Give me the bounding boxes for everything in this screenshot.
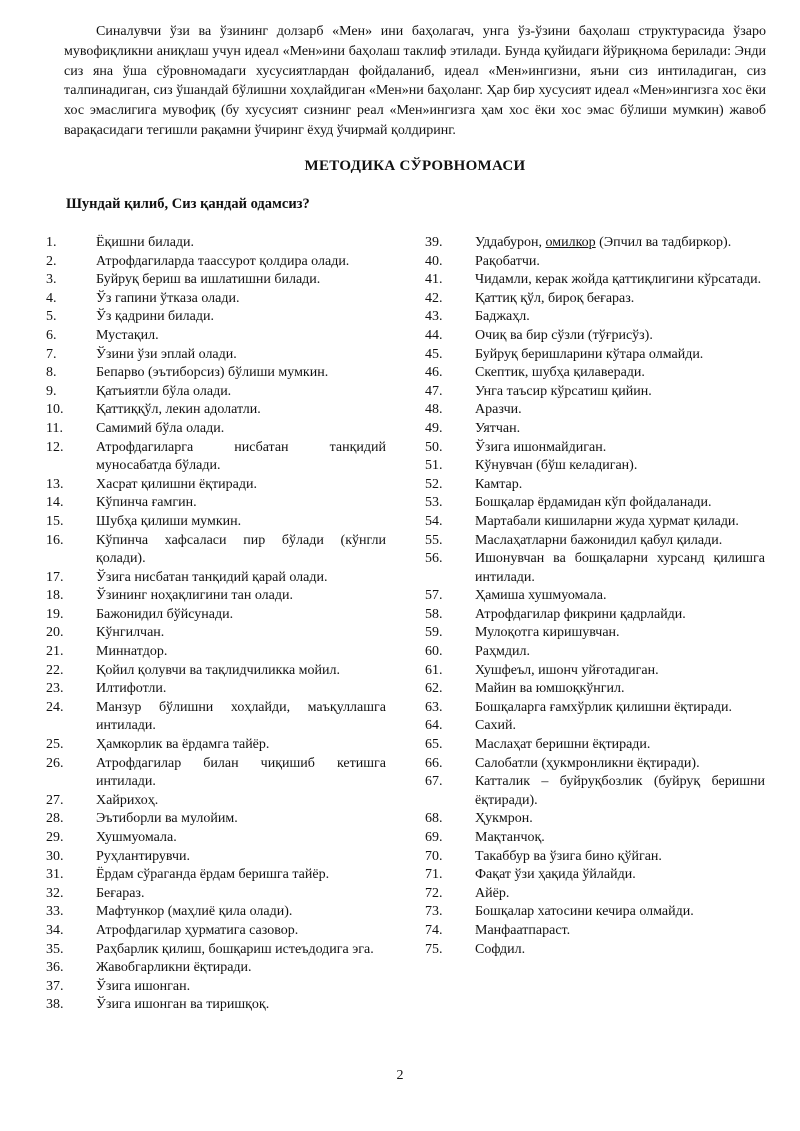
item-number: 12.	[46, 439, 64, 455]
list-item	[46, 959, 386, 978]
item-number: 58.	[425, 606, 443, 622]
item-number: 30.	[46, 848, 64, 864]
list-item	[46, 829, 386, 848]
list-item	[46, 996, 386, 1015]
item-text: Унга таъсир кўрсатиш қийин.	[475, 383, 652, 399]
item-text: Раҳмдил.	[475, 644, 530, 660]
item-number: 39.	[425, 235, 443, 250]
item-text: Ўзига ишонган.	[96, 978, 191, 994]
item-number: 45.	[425, 346, 443, 362]
list-item	[425, 494, 765, 513]
list-item	[425, 476, 765, 495]
item-text: Беғараз.	[96, 885, 145, 901]
list-item	[46, 587, 386, 606]
item-text: Бошқалар ёрдамидан кўп фойдаланади.	[475, 495, 712, 511]
item-number: 38.	[46, 997, 64, 1013]
item-text: Хушмуомала.	[96, 830, 177, 845]
item-number: 20.	[46, 625, 64, 641]
item-text: Катталик – буйруқбозлик (буйруқ беришни ёқтиради).	[475, 774, 765, 808]
item-text: Илтифотли.	[96, 681, 167, 697]
item-text: Камтар.	[475, 476, 523, 492]
item-number: 7.	[46, 346, 57, 362]
item-number: 70.	[425, 848, 443, 864]
item-number: 22.	[46, 662, 64, 678]
item-text: Қаттиққўл, лекин адолатли.	[96, 402, 261, 418]
item-text: Сахий.	[475, 718, 517, 734]
item-text: Руҳлантирувчи.	[96, 848, 191, 864]
item-text: Ўз гапини ўтказа олади.	[96, 290, 240, 306]
item-number: 74.	[425, 922, 443, 938]
item-text: Бепарво (эътиборсиз) бўлиши мумкин.	[96, 365, 329, 381]
item-text: Уятчан.	[475, 420, 521, 436]
list-item	[425, 903, 765, 922]
list-item	[425, 513, 765, 532]
items-column-right	[425, 234, 765, 959]
list-item	[425, 810, 765, 829]
item-number: 24.	[46, 699, 64, 715]
intro-paragraph: Синалувчи ўзи ва ўзининг долзарб «Мен» ини баҳолагач, унга ўз-ўзини баҳолаш структурасида ўзаро мувофиқликни аниқлаш учун идеал «Мен»ини баҳолаш таклиф этилади. Бунда қуйидаги йўриқнома берилади: Энди сиз яна ўша сўровномадаги хусусиятлардан фойдаланиб, идеал «Мен»ингизни, яъни сиз интиладиган, сиз талпинадиган, сиз ўшандай бўлишни хоҳлайдиган «Мен»ни баҳоланг. Ҳар бир хусусият идеал «Мен»ингизга хос ёки хос эмаслигига мувофиқ (бу хусусият сизнинг реал «Мен»ингизга ҳам хос ёки хос эмас бўлиши мумкин) жавоб варақасидаги тегишли рақамни ўчиринг ёхуд ўчирмай қолдиринг.	[64, 24, 766, 138]
list-item	[46, 606, 386, 625]
list-item	[425, 587, 765, 606]
item-number: 47.	[425, 383, 443, 399]
item-number: 57.	[425, 588, 443, 604]
item-number: 18.	[46, 588, 64, 604]
list-item	[425, 457, 765, 476]
item-number: 5.	[46, 309, 57, 325]
questionnaire-title: МЕТОДИКА СЎРОВНОМАСИ	[304, 158, 526, 174]
list-item	[425, 829, 765, 848]
list-item	[46, 699, 386, 736]
list-item	[46, 810, 386, 829]
item-number: 43.	[425, 309, 443, 325]
item-text: Миннатдор.	[96, 644, 168, 660]
item-text: Ҳамкорлик ва ёрдамга тайёр.	[96, 737, 270, 753]
item-text: Маслаҳат беришни ёқтиради.	[475, 737, 651, 753]
list-item	[46, 624, 386, 643]
item-text: Ҳамиша хушмуомала.	[475, 588, 607, 604]
item-text: Шубҳа қилиши мумкин.	[96, 513, 242, 529]
item-number: 71.	[425, 867, 443, 883]
item-text: Атрофдагилар билан чиқишиб кетишга интилади.	[96, 755, 386, 790]
item-number: 27.	[46, 792, 64, 808]
list-item	[425, 364, 765, 383]
item-text: Бошқаларга ғамхўрлик қилишни ёқтиради.	[475, 699, 733, 715]
list-item	[425, 643, 765, 662]
item-text: Хайрихоҳ.	[96, 792, 159, 808]
item-number: 52.	[425, 476, 443, 492]
page-number: 2	[396, 1068, 404, 1083]
list-item	[46, 736, 386, 755]
list-item	[46, 327, 386, 346]
item-number: 49.	[425, 420, 443, 436]
item-number: 46.	[425, 365, 443, 381]
list-item	[425, 848, 765, 867]
list-item	[46, 922, 386, 941]
list-item	[46, 494, 386, 513]
item-number: 33.	[46, 904, 64, 920]
item-number: 53.	[425, 495, 443, 511]
item-text: Ўз қадрини билади.	[96, 309, 214, 325]
item-number: 51.	[425, 458, 443, 474]
list-item	[425, 383, 765, 402]
item-text: Жавобгарликни ёқтиради.	[96, 960, 252, 976]
item-text: Мақтанчоқ.	[475, 830, 545, 845]
list-item	[425, 271, 765, 290]
list-item	[46, 755, 386, 792]
item-text: Қаттиқ қўл, бироқ беғараз.	[475, 290, 635, 306]
item-number: 6.	[46, 327, 57, 343]
item-text: Қатъиятли бўла олади.	[96, 383, 232, 399]
list-item	[46, 271, 386, 290]
list-item	[425, 662, 765, 681]
item-number: 25.	[46, 737, 64, 753]
items-column-left	[46, 234, 386, 1015]
item-number: 32.	[46, 885, 64, 901]
item-text: Буйруқ бериш ва ишлатишни билади.	[96, 272, 321, 288]
list-item	[425, 755, 765, 774]
item-number: 23.	[46, 681, 64, 697]
list-item	[46, 792, 386, 811]
item-text: Мулоқотга киришувчан.	[475, 625, 620, 641]
list-item	[425, 327, 765, 346]
item-number: 73.	[425, 904, 443, 920]
item-number: 4.	[46, 290, 57, 306]
list-item	[425, 253, 765, 272]
item-number: 41.	[425, 272, 443, 288]
item-number: 15.	[46, 513, 64, 529]
item-text: Атрофдагиларда таассурот қолдира олади.	[96, 253, 350, 269]
item-number: 64.	[425, 718, 443, 734]
item-number: 62.	[425, 681, 443, 697]
item-text: Кўпинча ғамгин.	[96, 495, 197, 511]
list-item	[46, 513, 386, 532]
item-number: 9.	[46, 383, 57, 399]
item-text: Атрофдагиларга нисбатан танқидий муносабатда бўлади.	[96, 439, 386, 474]
item-number: 75.	[425, 941, 443, 957]
list-item	[46, 569, 386, 588]
item-text: Қойил қолувчи ва тақлидчиликка мойил.	[96, 662, 341, 678]
item-number: 17.	[46, 569, 64, 585]
item-text-part: (Эпчил ва тадбиркор).	[595, 235, 732, 250]
list-item	[425, 717, 765, 736]
item-number: 26.	[46, 755, 64, 771]
item-text: Кўнгилчан.	[96, 625, 165, 641]
item-number: 36.	[46, 960, 64, 976]
list-item	[425, 439, 765, 458]
item-number: 48.	[425, 402, 443, 418]
item-text: Атрофдагилар ҳурматига сазовор.	[96, 922, 299, 938]
item-text: Мафтункор (маҳлиё қила олади).	[96, 904, 293, 920]
list-item	[425, 773, 765, 810]
item-text: Кўнувчан (бўш келадиган).	[475, 458, 638, 474]
list-item	[425, 885, 765, 904]
item-number: 13.	[46, 476, 64, 492]
list-item	[425, 420, 765, 439]
item-number: 11.	[46, 420, 63, 436]
list-item	[46, 941, 386, 960]
list-item	[425, 922, 765, 941]
list-item	[46, 885, 386, 904]
list-item	[46, 680, 386, 699]
item-text: Хасрат қилишни ёқтиради.	[96, 476, 257, 492]
list-item	[425, 624, 765, 643]
item-number: 67.	[425, 774, 443, 790]
item-number: 14.	[46, 495, 64, 511]
item-text: Ишонувчан ва бошқаларни хурсанд қилишга интилади.	[475, 551, 765, 585]
item-number: 3.	[46, 272, 57, 288]
list-item	[46, 848, 386, 867]
item-text: Самимий бўла олади.	[96, 420, 225, 436]
item-number: 31.	[46, 867, 64, 883]
item-text: Маслаҳатларни бажонидил қабул қилади.	[475, 532, 723, 548]
item-number: 34.	[46, 922, 64, 938]
item-text: Ўзига ишонган ва тиришқоқ.	[96, 997, 270, 1013]
item-number: 29.	[46, 830, 64, 845]
list-item	[425, 550, 765, 587]
item-text: Ўзига нисбатан танқидий қарай олади.	[96, 569, 328, 585]
item-number: 10.	[46, 402, 64, 418]
item-text: Ўзини ўзи эплай олади.	[96, 346, 237, 362]
list-item	[425, 680, 765, 699]
item-text: Мустақил.	[96, 327, 159, 343]
item-text: Чидамли, керак жойда қаттиқлигини кўрсатади.	[475, 272, 762, 288]
list-item	[425, 346, 765, 365]
item-text: Буйруқ беришларини кўтара олмайди.	[475, 346, 704, 362]
item-number: 68.	[425, 811, 443, 827]
item-number: 65.	[425, 737, 443, 753]
item-text: Ўзига ишонмайдиган.	[475, 439, 607, 455]
list-item	[46, 420, 386, 439]
questionnaire-subtitle: Шундай қилиб, Сиз қандай одамсиз?	[66, 196, 310, 212]
item-number: 55.	[425, 532, 443, 548]
item-text: Ҳукмрон.	[475, 811, 533, 827]
list-item	[425, 941, 765, 960]
list-item	[425, 308, 765, 327]
item-number: 56.	[425, 551, 443, 567]
item-number: 21.	[46, 644, 64, 660]
list-item	[46, 978, 386, 997]
list-item	[46, 401, 386, 420]
list-item	[46, 476, 386, 495]
item-number: 50.	[425, 439, 443, 455]
list-item	[46, 290, 386, 309]
item-number: 8.	[46, 365, 57, 381]
item-text: Такаббур ва ўзига бино қўйган.	[475, 848, 662, 864]
item-text: Кўпинча хафсаласи пир бўлади (кўнгли қолади).	[96, 532, 386, 567]
item-number: 60.	[425, 644, 443, 660]
item-text: Софдил.	[475, 941, 526, 957]
item-number: 16.	[46, 532, 64, 548]
list-item	[425, 736, 765, 755]
item-text: Майин ва юмшоқкўнгил.	[475, 681, 625, 697]
list-item	[46, 234, 386, 253]
item-text: Ёрдам сўраганда ёрдам беришга тайёр.	[96, 867, 330, 883]
list-item	[425, 699, 765, 718]
item-text: Айёр.	[475, 885, 510, 901]
list-item	[425, 290, 765, 309]
item-number: 40.	[425, 253, 443, 269]
item-text: Манзур бўлишни хоҳлайди, маъқуллашга интилади.	[96, 699, 386, 734]
list-item	[46, 383, 386, 402]
list-item	[425, 234, 765, 253]
list-item	[46, 346, 386, 365]
list-item	[425, 401, 765, 420]
item-text: Мартабали кишиларни жуда ҳурмат қилади.	[475, 513, 739, 529]
list-item	[46, 253, 386, 272]
item-text: Бажонидил бўйсунади.	[96, 606, 234, 622]
list-item	[425, 866, 765, 885]
list-item	[46, 532, 386, 569]
item-text: Ёқишни билади.	[96, 235, 195, 250]
item-text-part: Уддабурон,	[475, 235, 546, 250]
item-number: 72.	[425, 885, 443, 901]
item-text: Хушфеъл, ишонч уйғотадиган.	[475, 662, 659, 678]
list-item	[46, 866, 386, 885]
item-number: 44.	[425, 327, 443, 343]
item-text: Очиқ ва бир сўзли (тўғрисўз).	[475, 327, 653, 343]
item-text: Скептик, шубҳа қилаверади.	[475, 365, 645, 381]
list-item	[46, 308, 386, 327]
item-number: 28.	[46, 811, 64, 827]
list-item	[46, 903, 386, 922]
item-number: 61.	[425, 662, 443, 678]
list-item	[425, 606, 765, 625]
item-text: Баджаҳл.	[475, 309, 530, 325]
list-item	[46, 439, 386, 476]
item-number: 63.	[425, 699, 443, 715]
item-text: Фақат ўзи ҳақида ўйлайди.	[475, 867, 636, 883]
item-number: 2.	[46, 253, 57, 269]
item-number: 42.	[425, 290, 443, 306]
item-text: Манфаатпараст.	[475, 922, 571, 938]
item-number: 54.	[425, 513, 443, 529]
item-number: 37.	[46, 978, 64, 994]
item-number: 19.	[46, 606, 64, 622]
item-number: 66.	[425, 755, 443, 771]
item-text: Раҳбарлик қилиш, бошқариш истеъдодига эга.	[96, 941, 374, 957]
item-number: 35.	[46, 941, 64, 957]
item-number: 59.	[425, 625, 443, 641]
list-item	[46, 364, 386, 383]
list-item	[46, 643, 386, 662]
item-text-underlined: омилкор	[545, 235, 596, 250]
list-item	[46, 662, 386, 681]
item-text: Атрофдагилар фикрини қадрлайди.	[475, 606, 686, 622]
item-number: 1.	[46, 235, 57, 250]
item-text: Рақобатчи.	[475, 253, 540, 269]
item-text: Аразчи.	[475, 402, 522, 418]
item-text: Эътиборли ва мулойим.	[96, 811, 238, 827]
item-text: Бошқалар хатосини кечира олмайди.	[475, 904, 694, 920]
list-item	[425, 532, 765, 551]
item-text: Салобатли (ҳукмронликни ёқтиради).	[475, 755, 700, 771]
item-text: Ўзининг ноҳақлигини тан олади.	[96, 588, 293, 604]
item-number: 69.	[425, 830, 443, 845]
item-text	[475, 234, 765, 253]
